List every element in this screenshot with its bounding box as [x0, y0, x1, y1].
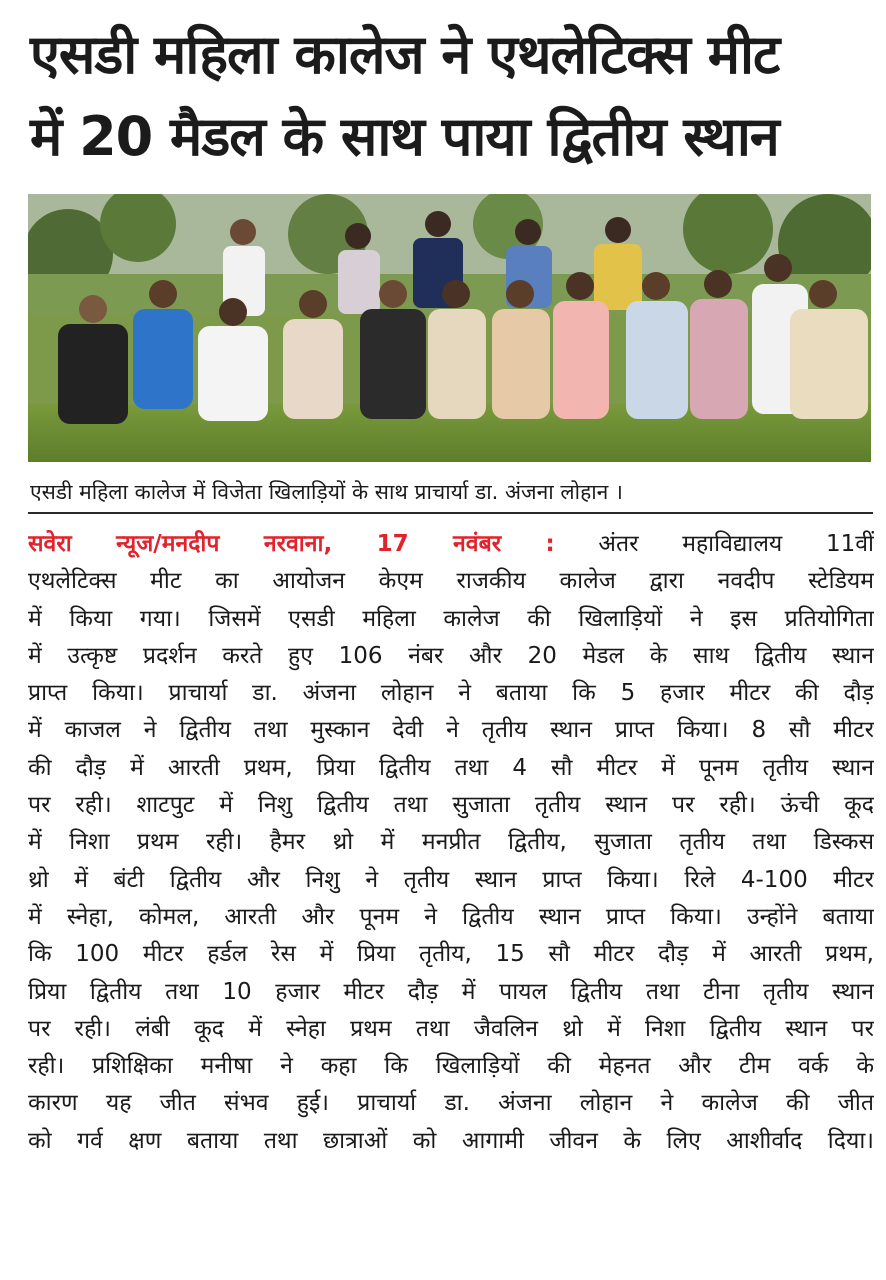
article-line: एथलेटिक्स मीट का आयोजन केएम राजकीय कालेज द्वारा नवदीप स्टेडियम — [28, 568, 874, 595]
article-line: पर रही। शाटपुट में निशु द्वितीय तथा सुजाता तृतीय स्थान पर रही। ऊंची कूद — [28, 792, 874, 819]
article-line: में निशा प्रथम रही। हैमर थ्रो में मनप्रीत द्वितीय, सुजाता तृतीय तथा डिस्कस — [28, 829, 874, 856]
headline-line-2: में 20 मैडल के साथ पाया द्वितीय स्थान — [30, 105, 779, 168]
group-photo — [28, 194, 871, 462]
photo-caption: एसडी महिला कालेज में विजेता खिलाड़ियों के साथ प्राचार्या डा. अंजना लोहान । — [28, 472, 873, 514]
article-line-text: अंतर महाविद्यालय 11वीं — [554, 531, 874, 557]
article-line: पर रही। लंबी कूद में स्नेहा प्रथम तथा जैवलिन थ्रो में निशा द्वितीय स्थान पर — [28, 1015, 874, 1042]
article-line: प्राप्त किया। प्राचार्या डा. अंजना लोहान ने बताया कि 5 हजार मीटर की दौड़ — [28, 680, 874, 707]
article-line: थ्रो में बंटी द्वितीय और निशु ने तृतीय स्थान प्राप्त किया। रिले 4-100 मीटर — [28, 866, 874, 893]
dateline: सवेरा न्यूज/मनदीप नरवाना, 17 नवंबर : — [28, 531, 555, 557]
article-line: रही। प्रशिक्षिका मनीषा ने कहा कि खिलाड़ियों की मेहनत और टीम वर्क के — [28, 1053, 874, 1080]
headline-line-1: एसडी महिला कालेज ने एथलेटिक्स मीट — [30, 23, 780, 86]
article-line: कि 100 मीटर हर्डल रेस में प्रिया तृतीय, 15 सौ मीटर दौड़ में आरती प्रथम, — [28, 941, 874, 968]
article-line: की दौड़ में आरती प्रथम, प्रिया द्वितीय तथा 4 सौ मीटर में पूनम तृतीय स्थान — [28, 754, 874, 781]
article-line: में काजल ने द्वितीय तथा मुस्कान देवी ने तृतीय स्थान प्राप्त किया। 8 सौ मीटर — [28, 717, 874, 744]
article-line: में किया गया। जिसमें एसडी महिला कालेज की खिलाड़ियों ने इस प्रतियोगिता — [28, 605, 874, 632]
article-body — [28, 526, 874, 1160]
article-line: में स्नेहा, कोमल, आरती और पूनम ने द्वितीय स्थान प्राप्त किया। उन्होंने बताया — [28, 903, 874, 930]
article-line: को गर्व क्षण बताया तथा छात्राओं को आगामी जीवन के लिए आशीर्वाद दिया। — [28, 1127, 874, 1154]
article-line: प्रिया द्वितीय तथा 10 हजार मीटर दौड़ में पायल द्वितीय तथा टीना तृतीय स्थान — [28, 978, 874, 1005]
article-line — [28, 526, 874, 563]
article-line: में उत्कृष्ट प्रदर्शन करते हुए 106 नंबर और 20 मेडल के साथ द्वितीय स्थान — [28, 642, 874, 669]
article-line: कारण यह जीत संभव हुई। प्राचार्या डा. अंजना लोहान ने कालेज की जीत — [28, 1090, 874, 1117]
headline — [30, 14, 870, 178]
